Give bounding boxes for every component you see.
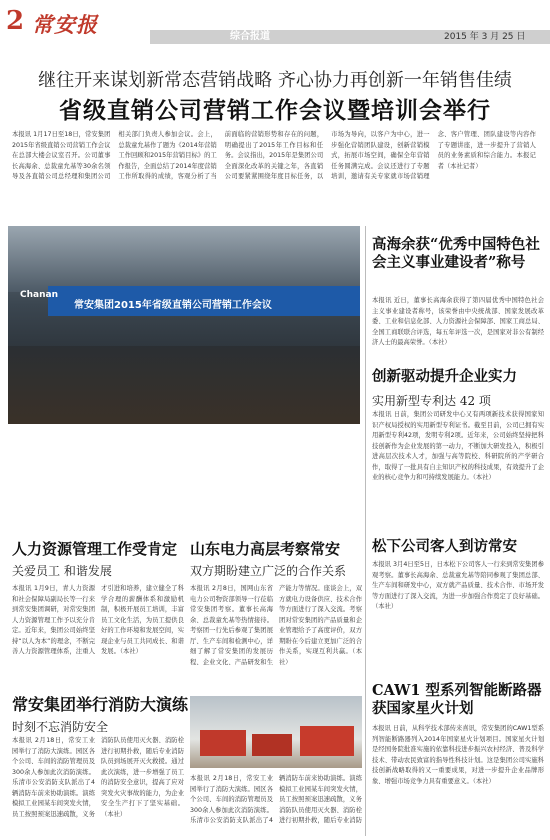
lead-photo: [8, 226, 360, 424]
fire-truck: [300, 726, 354, 756]
right1-headline: 高海余获“优秀中国特色社会主义事业建设者”称号: [372, 236, 540, 271]
right2-subhead: 实用新型专利达 42 项: [372, 394, 491, 408]
mid-center-subhead: 双方期盼建立广泛的合作关系: [190, 564, 347, 578]
section-name: 综合报道: [230, 31, 270, 42]
masthead-logo: 常安报: [32, 12, 98, 37]
mid-center-headline: 山东电力高层考察常安: [190, 540, 341, 558]
fire-truck: [252, 734, 292, 756]
audience: [8, 346, 360, 424]
lead-body: 本报讯 1月17日至18日，常安集团2015年省级直销公司营销工作会议在总部大楼会议室召开。公司董事长高海余、总裁童允基等30余名领导及各直销公司总经理和集团公司相关部门负责人参加会议。会上，总裁童允基作了题为《2014年营销工作回顾和2015年营销目标》的工作报告，全面总结了2014年度营销工作所取得的成绩，客观分析了当前面临的营销形势和存在的问题，明确提出了2015年工作目标和任务。会议指出，2015年是集团公司全面深化改革的关键之年，各直销公司要紧紧围绕年度目标任务，以市场为导向，以客户为中心，进一步强化营销团队建设，创新营销模式，拓展市场空间，确保全年营销任务圆满完成。会议还进行了专题培训，邀请有关专家就市场营销理念、客户管理、团队建设等内容作了专题讲座，进一步提升了营销人员的业务素质和综合能力。本报记者（本社记者）: [12, 131, 536, 180]
right-column-rule: [365, 226, 366, 836]
issue-date: 2015 年 3 月 25 日: [444, 32, 526, 42]
bottom-headline: 常安集团举行消防大演练: [12, 695, 189, 714]
bottom-subhead: 时刻不忘消防安全: [12, 720, 109, 734]
right2-headline: 创新驱动提升企业实力: [372, 368, 517, 385]
mid-left-headline: 人力资源管理工作受肯定: [12, 540, 178, 558]
masthead-header: [0, 0, 550, 44]
right4-body: 本报讯 日前，从科学技术部传来喜讯，常安集团的CAW1型系列智能断路器列入2014年国家星火计划项目。国家星火计划是经国务院批准实施的依靠科技进步振兴农村经济、普及科学技术、带动农民致富的指导性科技计划。这是集团公司实施科技创新战略取得的又一重要成果，对进一步提升企业品牌形象、增强市场竞争力具有重要意义。（本社）: [372, 725, 544, 785]
banner-text: 常安集团2015年省级直销公司营销工作会议: [74, 300, 272, 311]
right3-headline: 松下公司客人到访常安: [372, 538, 517, 555]
bottom-body-a: 本报讯 2月18日，常安工业园举行了消防大演练。园区各个公司、车间的消防管理员及300余人参加此次消防演练。乐清市公安消防支队派出了4辆消防车前来协助演练。演练模拟工业园某车间突发火情，员工按照预案迅速疏散，义务消防队员使用灭火器、消防栓进行初期扑救，随后专业消防队员到场展开灭火救援。通过此次演练，进一步增强了员工的消防安全意识，提高了应对突发火灾事故的能力，为企业安全生产打下了坚实基础。（本社）: [12, 737, 184, 818]
mid-left-body: 本报讯 1月9日，青人力资源和社会保障局副局长等一行来到常安集团调研，对常安集团人力资源管理工作予以充分肯定。近年来，集团公司始终坚持“以人为本”的理念，不断完善人力资源管理体系，注重人才引进和培养，建立健全了科学合理的薪酬体系和激励机制，积极开展员工培训，丰富员工文化生活，为员工提供良好的工作环境和发展空间，实现企业与员工共同成长、和谐发展。（本社）: [12, 585, 184, 655]
page-number: 2: [6, 6, 25, 36]
right3-body: 本报讯 3月4日至5日，日本松下公司客人一行来到常安集团参观考察。董事长高海余、总裁童允基等陪同参观了集团总部、生产车间和研发中心，双方就产品质量、技术合作、市场开发等方面进行了深入交流，为进一步加强合作奠定了良好基础。（本社）: [372, 561, 544, 610]
right2-body: 本报讯 日前，集团公司研发中心又有两项新技术获得国家知识产权局授权的实用新型专利证书。截至目前，公司已拥有实用新型专利42项，发明专利2项。近年来，公司始终坚持把科技创新作为企业发展的第一动力，不断加大研发投入，积极引进高层次技术人才，加强与高等院校、科研院所的产学研合作，取得了一批具有自主知识产权的科技成果，有效提升了企业的核心竞争力和可持续发展能力。（本社）: [372, 411, 544, 481]
lead-headline: 省级直销公司营销工作会议暨培训会举行: [59, 97, 491, 124]
fire-truck: [200, 730, 246, 756]
mid-left-subhead: 关爱员工 和谐发展: [12, 564, 112, 578]
brand-logo: Chanan: [20, 290, 58, 300]
right4-headline: CAW1 型系列智能断路器获国家星火计划: [372, 682, 542, 717]
right1-body: 本报讯 近日，董事长高海余获得了第四届优秀中国特色社会主义事业建设者称号，该荣誉由中央统战部、国家发展改革委、工业和信息化部、人力资源社会保障部、国家工商总局、全国工商联联合评选，每五年评选一次，是国家对非公有制经济人士的最高荣誉。（本社）: [372, 297, 544, 346]
mid-center-body: 本报讯 2月8日，国网山东省电力公司物资部领导一行莅临常安集团考察。董事长高海余、总裁童允基等热情接待。考察团一行先后参观了集团展厅、生产车间和检测中心，详细了解了常安集团的发展历程、企业文化、产品研发和生产能力等情况。座谈会上，双方就电力设备供应、技术合作等方面进行了深入交流。考察团对常安集团的产品质量和企业管理给予了高度评价，双方期盼在今后建立更加广泛的合作关系，实现互利共赢。（本社）: [190, 585, 362, 666]
fire-drill-photo: [190, 696, 362, 768]
lead-kicker: 继往开来谋划新常态营销战略 齐心协力再创新一年销售佳绩: [38, 70, 512, 91]
ceiling-lights: [8, 226, 360, 292]
bottom-body-b: 本报讯 2月18日，常安工业园举行了消防大演练。园区各个公司、车间的消防管理员及300余人参加此次消防演练。乐清市公安消防支队派出了4辆消防车前来协助演练。演练模拟工业园某车间突发火情，员工按照预案迅速疏散，义务消防队员使用灭火器、消防栓进行初期扑救，随后专业消防: [190, 775, 362, 824]
